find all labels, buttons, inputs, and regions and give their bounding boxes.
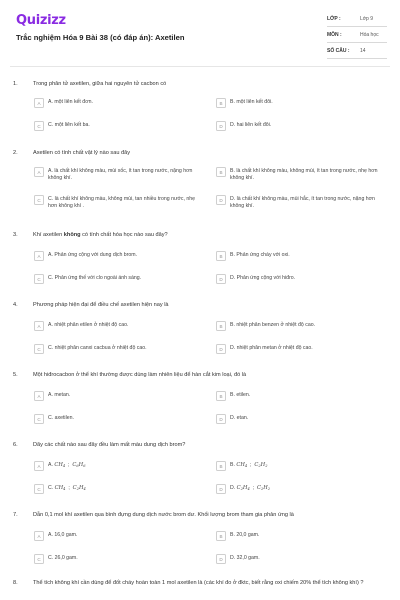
option-letter-box[interactable]: A: [34, 167, 44, 177]
option-b[interactable]: [216, 99, 380, 108]
option-text: A. nhiệt phân etilen ở nhiệt độ cao.: [48, 322, 129, 328]
option-text: D. là chất khí không màu, mùi hắc, ít tan trong nước, nặng hơn không khí.: [230, 196, 375, 209]
option-c[interactable]: [34, 122, 198, 131]
option-letter-box[interactable]: B: [216, 321, 226, 331]
header-divider: [10, 66, 390, 67]
question-text: Axetilen có tính chất vật lý nào sau đây: [33, 150, 131, 156]
option-text: B. Phản ứng cháy với oxi.: [230, 252, 290, 258]
option-text: C. 26,0 gam.: [48, 555, 78, 561]
question-text: Phương pháp hiện đại để điều chế axetilen hiện nay là: [33, 302, 169, 308]
meta-divider: [327, 58, 387, 59]
option-letter-box[interactable]: B: [216, 461, 226, 471]
option-d[interactable]: [216, 345, 380, 354]
option-c[interactable]: [34, 485, 198, 494]
option-letter-box[interactable]: D: [216, 484, 226, 494]
option-letter-box[interactable]: D: [216, 344, 226, 354]
option-letter-box[interactable]: A: [34, 321, 44, 331]
meta-count-label: SỐ CÂU :: [327, 48, 350, 54]
chem-formula: $CH_4$: [54, 485, 66, 491]
meta-subject-label: MÔN :: [327, 32, 342, 38]
option-a[interactable]: [34, 392, 198, 401]
chem-formula: $CH_4$: [236, 462, 248, 468]
option-letter-box[interactable]: D: [216, 274, 226, 284]
option-text: D. $C_2H_4$ ; $C_2H_2$: [230, 485, 271, 491]
option-b[interactable]: [216, 168, 380, 181]
option-a[interactable]: [34, 99, 198, 108]
meta-subject: [327, 32, 379, 38]
option-text: C. một liên kết ba.: [48, 122, 90, 128]
option-text: A. một liên kết đơn.: [48, 99, 93, 105]
option-text: B. etilen.: [230, 392, 251, 398]
chem-formula: $C_2H_2$: [254, 462, 268, 468]
option-text: B. một liên kết đôi.: [230, 99, 273, 105]
question-text: Một hiđrocacbon ở thể khí thường được dùng làm nhiên liệu để hàn cắt kim loại, đó là: [33, 372, 247, 378]
option-text: D. Phản ứng cộng với hiđro.: [230, 275, 296, 281]
question-number: 1.: [13, 81, 18, 87]
question-number: 2.: [13, 150, 18, 156]
option-a[interactable]: [34, 168, 198, 181]
option-b[interactable]: [216, 392, 380, 401]
option-a[interactable]: [34, 252, 198, 261]
option-letter-box[interactable]: A: [34, 461, 44, 471]
meta-class-value: Lớp 9: [360, 16, 374, 22]
option-text: B. nhiệt phân benzen ở nhiệt độ cao.: [230, 322, 316, 328]
question-number: 5.: [13, 372, 18, 378]
option-letter-box[interactable]: D: [216, 121, 226, 131]
option-a[interactable]: [34, 532, 198, 541]
question-number: 4.: [13, 302, 18, 308]
option-letter-box[interactable]: C: [34, 414, 44, 424]
option-text: D. 32,0 gam.: [230, 555, 260, 561]
option-text: C. là chất khí không màu, không mùi, tan nhiều trong nước, nhẹ hơn không khí .: [48, 196, 196, 209]
option-d[interactable]: [216, 415, 380, 424]
chem-formula: $C_2H_4$: [236, 485, 250, 491]
option-d[interactable]: [216, 196, 380, 209]
question-text: Trong phân tử axetilen, giữa hai nguyên tử cacbon có: [33, 81, 167, 87]
meta-divider: [327, 42, 387, 43]
chem-formula: $C_6H_6$: [72, 462, 86, 468]
option-text: B. $CH_4$ ; $C_2H_2$: [230, 462, 268, 468]
option-text: D. hai liên kết đôi.: [230, 122, 272, 128]
meta-count-value: 14: [360, 48, 366, 54]
option-letter-box[interactable]: A: [34, 531, 44, 541]
option-c[interactable]: [34, 415, 198, 424]
document-title: Trắc nghiệm Hóa 9 Bài 38 (có đáp án): Axetilen: [16, 33, 185, 42]
meta-subject-value: Hóa học: [360, 32, 379, 38]
option-text: B. 20,0 gam.: [230, 532, 260, 538]
option-letter-box[interactable]: C: [34, 344, 44, 354]
option-letter-box[interactable]: B: [216, 98, 226, 108]
question-number: 8.: [13, 580, 18, 586]
option-c[interactable]: [34, 196, 198, 209]
option-c[interactable]: [34, 275, 198, 284]
option-letter-box[interactable]: A: [34, 391, 44, 401]
chem-formula: $C_2H_4$: [72, 485, 86, 491]
question-text: Khí axetilen không có tính chất hóa học nào sau đây?: [33, 232, 168, 238]
option-letter-box[interactable]: C: [34, 195, 44, 205]
option-letter-box[interactable]: B: [216, 167, 226, 177]
option-d[interactable]: [216, 275, 380, 284]
chem-formula: $CH_4$: [54, 462, 66, 468]
option-a[interactable]: [34, 462, 198, 471]
question-text: Dãy các chất nào sau đây đều làm mất màu dung dịch brom?: [33, 442, 186, 448]
option-text: A. 16,0 gam.: [48, 532, 78, 538]
emphasis-not: không: [63, 232, 81, 238]
meta-class: [327, 16, 373, 22]
option-text: B. là chất khí không màu, không mùi, ít tan trong nước, nhẹ hơn không khí.: [230, 168, 378, 181]
option-b[interactable]: [216, 322, 380, 331]
document-header: [0, 0, 400, 66]
option-letter-box[interactable]: D: [216, 414, 226, 424]
option-letter-box[interactable]: C: [34, 554, 44, 564]
option-text: C. axetilen.: [48, 415, 74, 421]
option-text: D. etan.: [230, 415, 249, 421]
chem-formula: $C_2H_2$: [256, 485, 271, 491]
option-letter-box[interactable]: A: [34, 251, 44, 261]
option-letter-box[interactable]: B: [216, 531, 226, 541]
option-c[interactable]: [34, 345, 198, 354]
question-text: Thể tích không khí cần dùng để đốt cháy hoàn toàn 1 mol axetilen là (các khí đo ở đktc, biết rằng oxi chiếm 20% thể tích không khí) ?: [33, 580, 364, 586]
option-d[interactable]: [216, 122, 380, 131]
option-a[interactable]: [34, 322, 198, 331]
option-letter-box[interactable]: B: [216, 391, 226, 401]
option-text: A. $CH_4$ ; $C_6H_6$: [48, 462, 86, 468]
option-letter-box[interactable]: B: [216, 251, 226, 261]
option-text: C. $CH_4$ ; $C_2H_4$: [48, 485, 86, 491]
option-text: C. Phản ứng thế với clo ngoài ánh sáng.: [48, 275, 142, 281]
option-text: D. nhiệt phân metan ở nhiệt độ cao.: [230, 345, 313, 351]
meta-divider: [327, 26, 387, 27]
option-b[interactable]: [216, 462, 380, 471]
option-d[interactable]: [216, 555, 380, 564]
option-b[interactable]: [216, 252, 380, 261]
option-letter-box[interactable]: A: [34, 98, 44, 108]
quizizz-logo: Quizizz: [16, 13, 66, 28]
option-d[interactable]: [216, 485, 380, 494]
meta-count: [327, 48, 366, 54]
option-letter-box[interactable]: D: [216, 554, 226, 564]
option-letter-box[interactable]: C: [34, 484, 44, 494]
option-letter-box[interactable]: C: [34, 121, 44, 131]
option-b[interactable]: [216, 532, 380, 541]
question-number: 6.: [13, 442, 18, 448]
question-text: Dẫn 0,1 mol khí axetilen qua bình đựng dung dịch nước brom dư. Khối lượng brom tham gia phản ứng là: [33, 512, 294, 518]
question-number: 3.: [13, 232, 18, 238]
option-text: A. Phản ứng cộng với dung dịch brom.: [48, 252, 138, 258]
option-letter-box[interactable]: C: [34, 274, 44, 284]
question-number: 7.: [13, 512, 18, 518]
option-text: C. nhiệt phân canxi cacbua ở nhiệt độ cao.: [48, 345, 147, 351]
option-text: A. metan.: [48, 392, 71, 398]
meta-class-label: LỚP :: [327, 16, 341, 22]
option-text: A. là chất khí không màu, mùi xốc, ít tan trong nước, nặng hơn không khí.: [48, 168, 193, 181]
option-letter-box[interactable]: D: [216, 195, 226, 205]
option-c[interactable]: [34, 555, 198, 564]
